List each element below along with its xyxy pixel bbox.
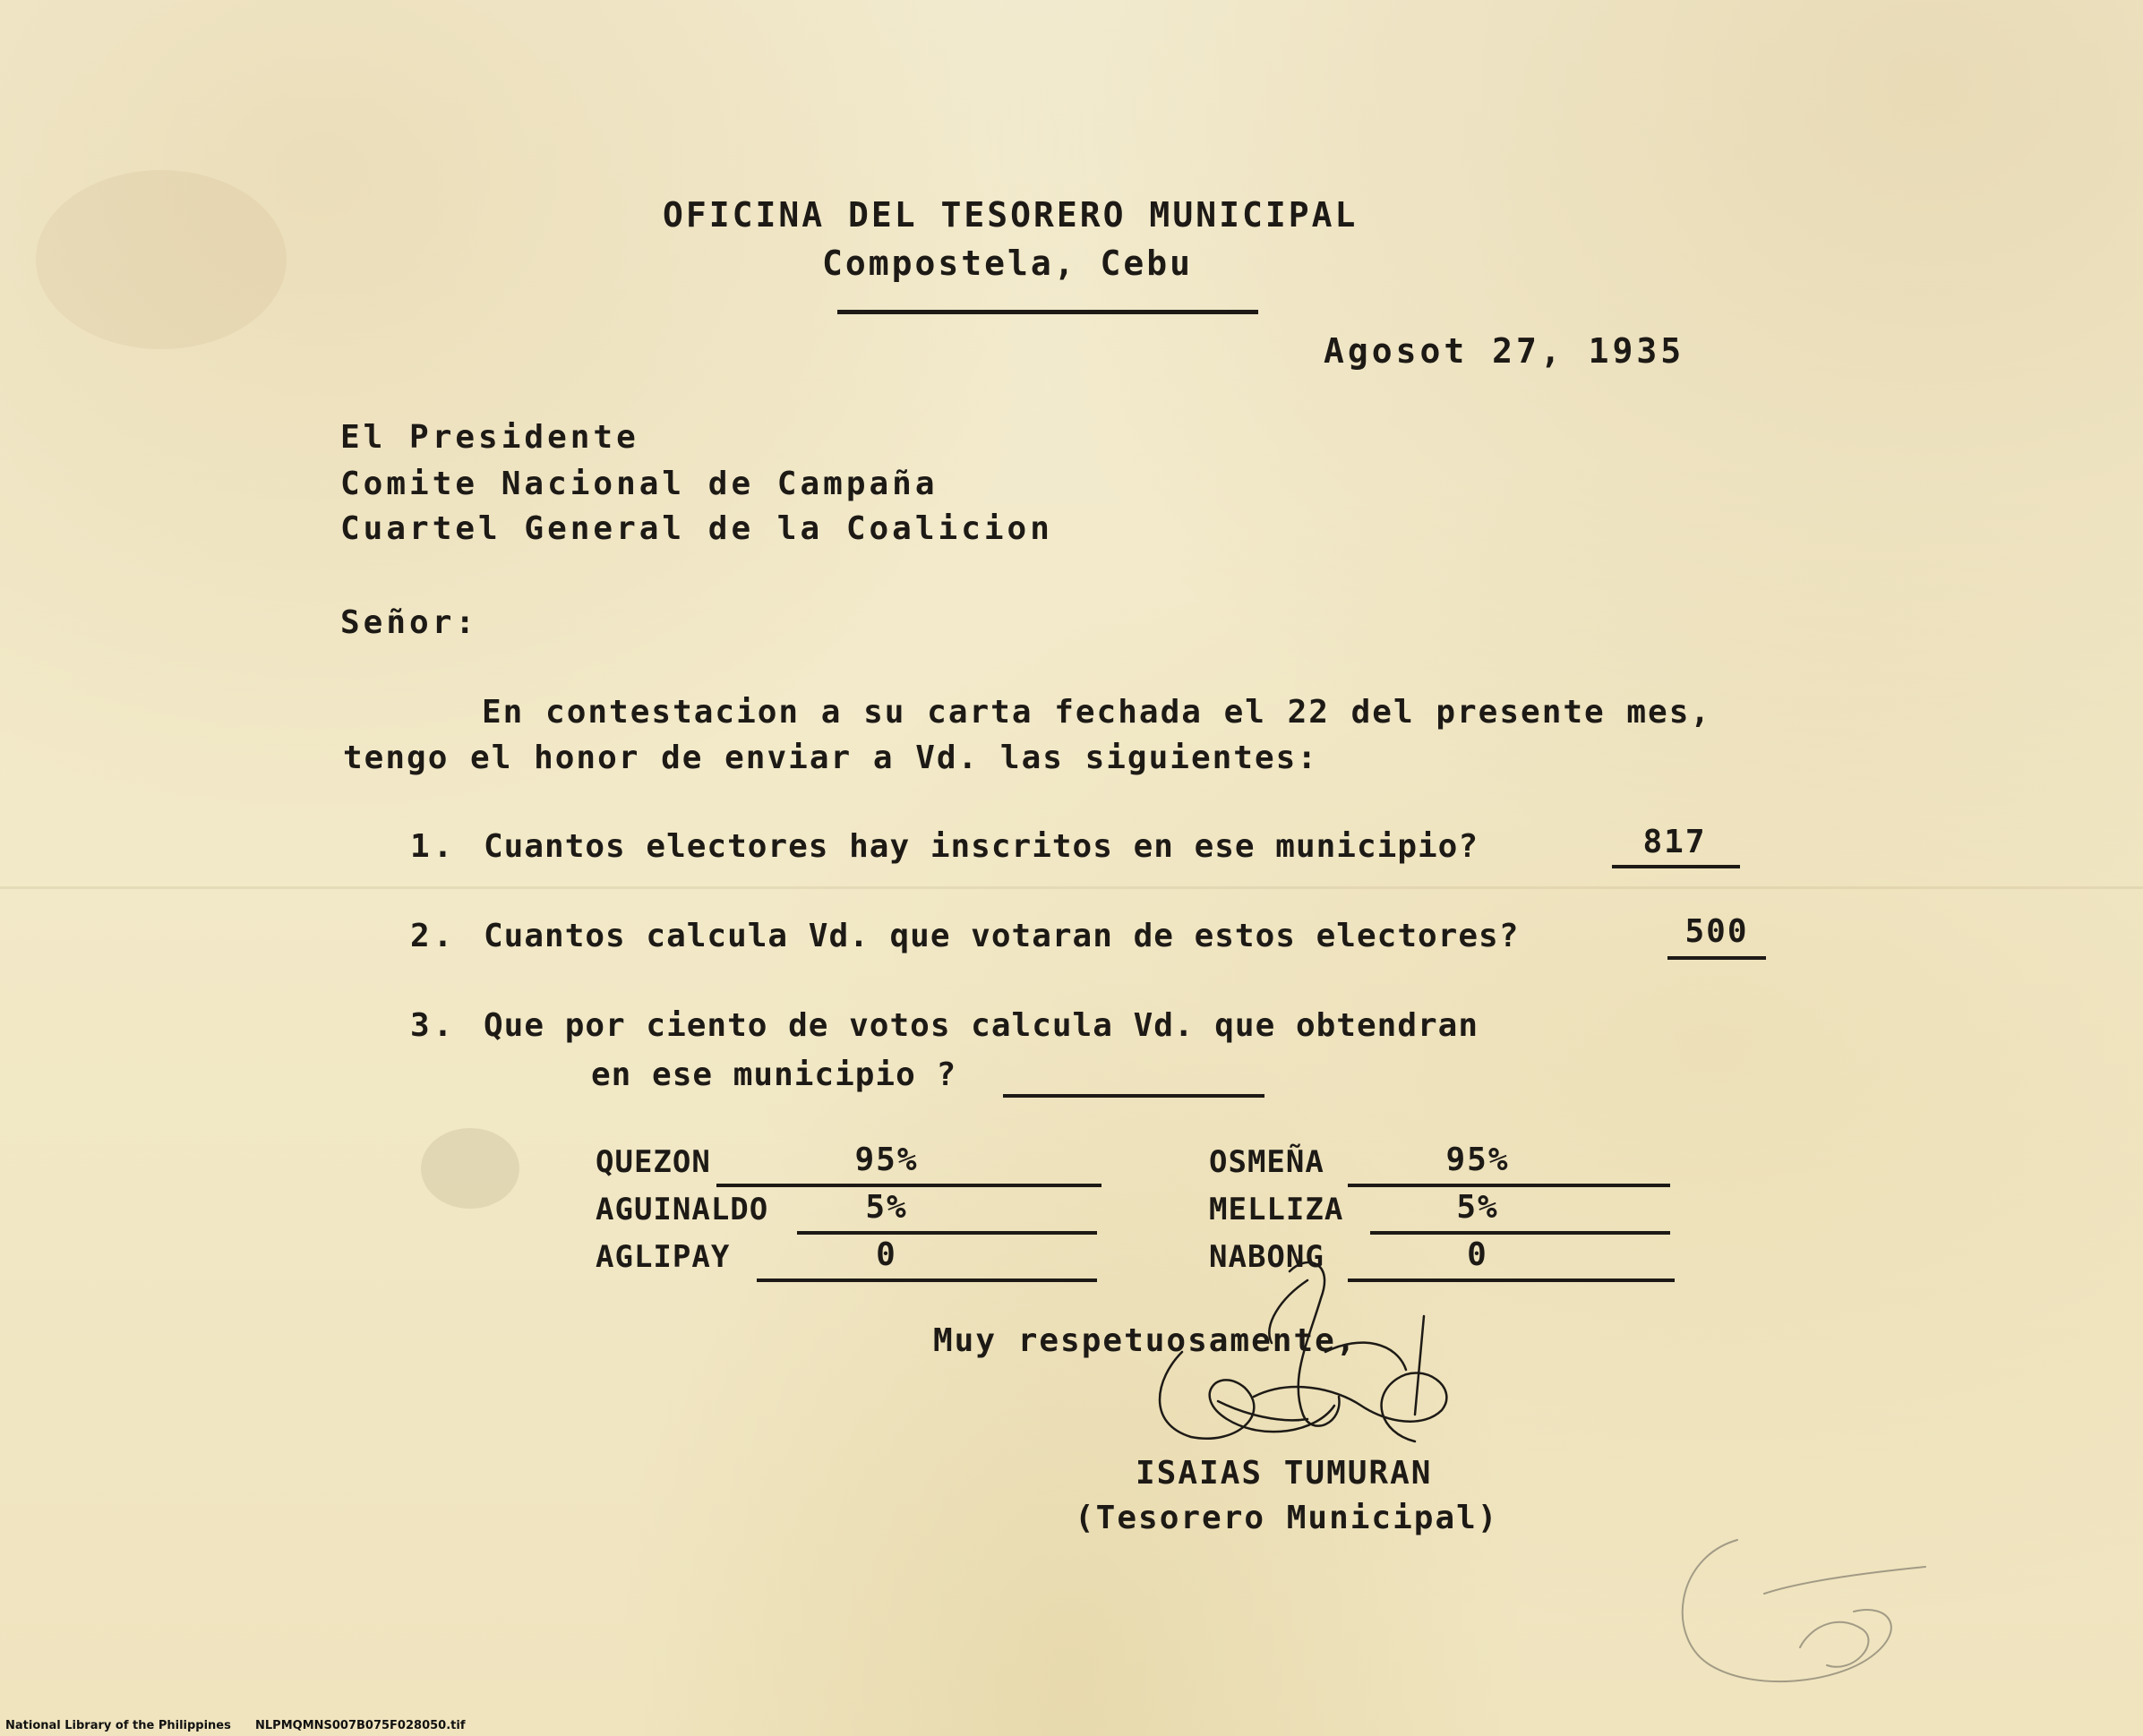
closing: Muy respetuosamente, [933,1322,1358,1359]
question-2-number: 2. [410,918,457,954]
signatory-title: (Tesorero Municipal) [1075,1500,1499,1536]
candidate-aguinaldo-line [797,1231,1097,1235]
recipient-line-1: El Presidente [340,419,639,456]
candidate-aguinaldo-value: 5% [865,1189,908,1226]
candidate-quezon-label: QUEZON [596,1144,711,1180]
signatory-name: ISAIAS TUMURAN [1136,1455,1433,1492]
candidate-osmena-line [1348,1184,1670,1187]
salutation: Señor: [340,604,479,641]
office-heading: OFICINA DEL TESORERO MUNICIPAL [663,195,1359,235]
candidate-melliza-value: 5% [1456,1189,1499,1226]
pencil-mark [1657,1522,1952,1701]
question-2-answer: 500 [1684,913,1749,950]
candidate-nabong-label: NABONG [1209,1239,1324,1275]
recipient-line-2: Comite Nacional de Campaña [340,466,939,502]
archive-file-id: NLPMQMNS007B075F028050.tif [255,1719,466,1732]
candidate-quezon-value: 95% [854,1142,919,1178]
candidate-melliza-label: MELLIZA [1209,1192,1344,1227]
header-underline [837,310,1258,314]
question-1-number: 1. [410,828,457,865]
paper-stain [421,1128,519,1209]
question-2-answer-line [1667,956,1766,960]
question-1-answer: 817 [1642,824,1707,860]
candidate-aglipay-line [757,1278,1097,1282]
question-3-answer-line [1003,1094,1264,1098]
candidate-quezon-line [716,1184,1102,1187]
candidate-aglipay-value: 0 [876,1236,897,1273]
body-line-1: En contestacion a su carta fechada el 22 del presente mes, [482,694,1712,731]
candidate-aguinaldo-label: AGUINALDO [596,1192,769,1227]
paper-fold [0,886,2143,889]
archive-footer [5,1719,465,1732]
question-3-text: Que por ciento de votos calcula Vd. que obtendran [484,1007,1479,1044]
archive-library: National Library of the Philippines [5,1719,231,1732]
candidate-nabong-value: 0 [1467,1236,1488,1273]
recipient-line-3: Cuartel General de la Coalicion [340,510,1053,547]
candidate-osmena-label: OSMEÑA [1209,1144,1324,1180]
candidate-aglipay-label: AGLIPAY [596,1239,731,1275]
candidate-melliza-line [1370,1231,1670,1235]
letter-date: Agosot 27, 1935 [1324,331,1685,371]
paper-stain [36,170,287,349]
question-2-text: Cuantos calcula Vd. que votaran de estos electores? [484,918,1520,954]
question-3-number: 3. [410,1007,457,1044]
question-1-answer-line [1612,865,1740,868]
candidate-osmena-value: 95% [1445,1142,1510,1178]
question-3-text-cont: en ese municipio ? [591,1056,957,1093]
body-line-2: tengo el honor de enviar a Vd. las siguientes: [343,740,1318,776]
office-location: Compostela, Cebu [822,244,1194,283]
handwritten-signature [1128,1244,1487,1459]
question-1-text: Cuantos electores hay inscritos en ese municipio? [484,828,1479,865]
